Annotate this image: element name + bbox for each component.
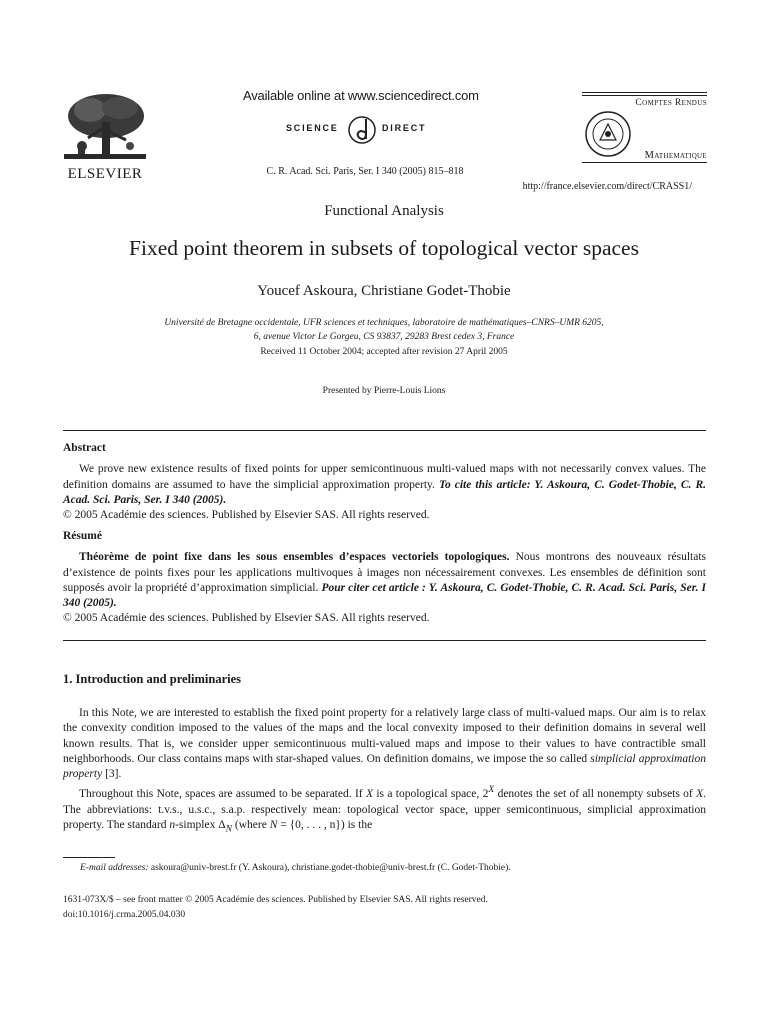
abstract-body: We prove new existence results of fixed points for upper semicontinuous multi-valued maps with not necessarily convex values. The definition domains are assumed to have the simplicial approximation property. <box>63 463 706 491</box>
comptes-rendus-logo <box>582 92 707 174</box>
resume-copyright: © 2005 Académie des sciences. Published by Elsevier SAS. All rights reserved. <box>63 612 430 625</box>
footnote-emails[interactable]: askoura@univ-brest.fr (Y. Askoura), christiane.godet-thobie@univ-brest.fr (C. Godet-Thobie). <box>150 863 511 873</box>
available-online-text: Available online at www.sciencedirect.com <box>243 88 479 103</box>
paper-title: Fixed point theorem in subsets of topological vector spaces <box>129 236 639 260</box>
comptes-rendus-label: Comptes Rendus <box>635 98 707 108</box>
p2-symbol-N: N <box>269 818 278 831</box>
sciencedirect-logo <box>286 113 446 147</box>
p1-citation: [3]. <box>105 768 122 781</box>
abstract-block <box>63 441 706 523</box>
resume-title: Théorème de point fixe dans les sous ensembles d’espaces vectoriels topologiques. <box>79 551 510 564</box>
footnote <box>80 863 700 873</box>
publisher-name: ELSEVIER <box>67 166 143 182</box>
elsevier-tree-icon <box>60 92 150 164</box>
p2-text-c: denotes the set of all nonempty subsets of <box>497 788 693 801</box>
p2-subscript: N <box>225 823 232 835</box>
resume-heading: Résumé <box>63 530 102 542</box>
footer-doi[interactable]: doi:10.1016/j.crma.2005.04.030 <box>63 909 186 920</box>
affiliation-line-1: Université de Bretagne occidentale, UFR sciences et techniques, laboratoire de mathématiques–CNRS–UMR 6205, <box>164 318 604 328</box>
abstract-copyright: © 2005 Académie des sciences. Published by Elsevier SAS. All rights reserved. <box>63 509 430 522</box>
sd-d-icon <box>346 113 378 147</box>
resume-text <box>63 550 706 611</box>
p2-symbol-x2: X <box>696 788 704 801</box>
p2-symbol-n: n <box>169 818 176 831</box>
section-body <box>63 706 706 837</box>
mathematique-label: Mathematique <box>644 150 707 161</box>
p2-superscript: X <box>488 784 495 796</box>
footer-copyright: 1631-073X/$ – see front matter © 2005 Académie des sciences. Published by Elsevier SAS. All rights reserved. <box>63 895 488 905</box>
p1-emphasis: simplicial approximation property <box>63 752 707 781</box>
page-footer <box>63 893 703 922</box>
elsevier-logo <box>60 92 150 183</box>
abstract-text <box>63 462 706 508</box>
resume-body: Nous montrons des nouveaux résultats d’existence de points fixes pour les applications multivoques à images non nécessairement convexes. Les ensembles de définition sont supposés avoir la propriété d’approximation simplicial. <box>63 551 706 594</box>
top-rule <box>63 430 706 431</box>
p1-text: In this Note, we are interested to establish the fixed point property for a relatively large class of multi-valued maps. Our aim is to relax the convexity condition imposed to the values of the maps and the local convexity imposed to their definition domains in several well known results. That is, we consider upper semicontinuous multi-valued maps and impose to their values to have contractible small neighborhoods. Our class contains maps with star-shaped values. On definition domains, we impose the so called <box>63 707 706 765</box>
p2-symbol-x: X <box>365 788 373 801</box>
resume-cite: Pour citer cet article : Y. Askoura, C. Godet-Thobie, C. R. Acad. Sci. Paris, Ser. I 340 (2005). <box>63 581 707 610</box>
p2-text-a: Throughout this Note, spaces are assumed to be separated. If <box>79 788 363 801</box>
bottom-rule <box>63 640 706 641</box>
p2-text-d: . The abbreviations: t.v.s., u.s.c., s.a.p. respectively mean: topological vector space, upper semicontinuous, simplicial approximation property. The standard <box>63 788 707 831</box>
abstract-heading: Abstract <box>63 442 106 454</box>
section-heading: 1. Introduction and preliminaries <box>63 672 242 686</box>
footnote-label: E-mail addresses: <box>80 863 149 873</box>
subject-section: Functional Analysis <box>324 203 444 219</box>
received-dates: Received 11 October 2004; accepted after revision 27 April 2005 <box>260 347 508 357</box>
paragraph-2 <box>63 782 706 836</box>
affiliation <box>0 316 768 344</box>
resume-block <box>63 529 706 627</box>
p2-text-b: is a topological space, 2 <box>376 788 489 801</box>
p2-text-f: (where <box>234 818 267 831</box>
abstract-cite: To cite this article: Y. Askoura, C. Godet-Thobie, C. R. Acad. Sci. Paris, Ser. I 340 (2005). <box>63 478 706 506</box>
academy-seal-icon <box>584 110 632 158</box>
paragraph-1 <box>63 706 706 782</box>
authors: Youcef Askoura, Christiane Godet-Thobie <box>257 283 511 299</box>
sd-left-word: SCIENCE <box>286 123 339 133</box>
presented-by: Presented by Pierre-Louis Lions <box>322 386 446 396</box>
p2-text-e: -simplex Δ <box>175 818 226 831</box>
p2-text-g: = {0, . . . , n}) is the <box>280 818 373 831</box>
sd-right-word: DIRECT <box>382 123 427 133</box>
journal-url[interactable]: http://france.elsevier.com/direct/CRASS1/ <box>522 181 692 192</box>
affiliation-line-2: 6, avenue Victor Le Gorgeu, CS 93837, 29283 Brest cedex 3, France <box>253 332 515 342</box>
footnote-rule <box>63 857 115 858</box>
journal-reference: C. R. Acad. Sci. Paris, Ser. I 340 (2005) 815–818 <box>266 166 464 177</box>
